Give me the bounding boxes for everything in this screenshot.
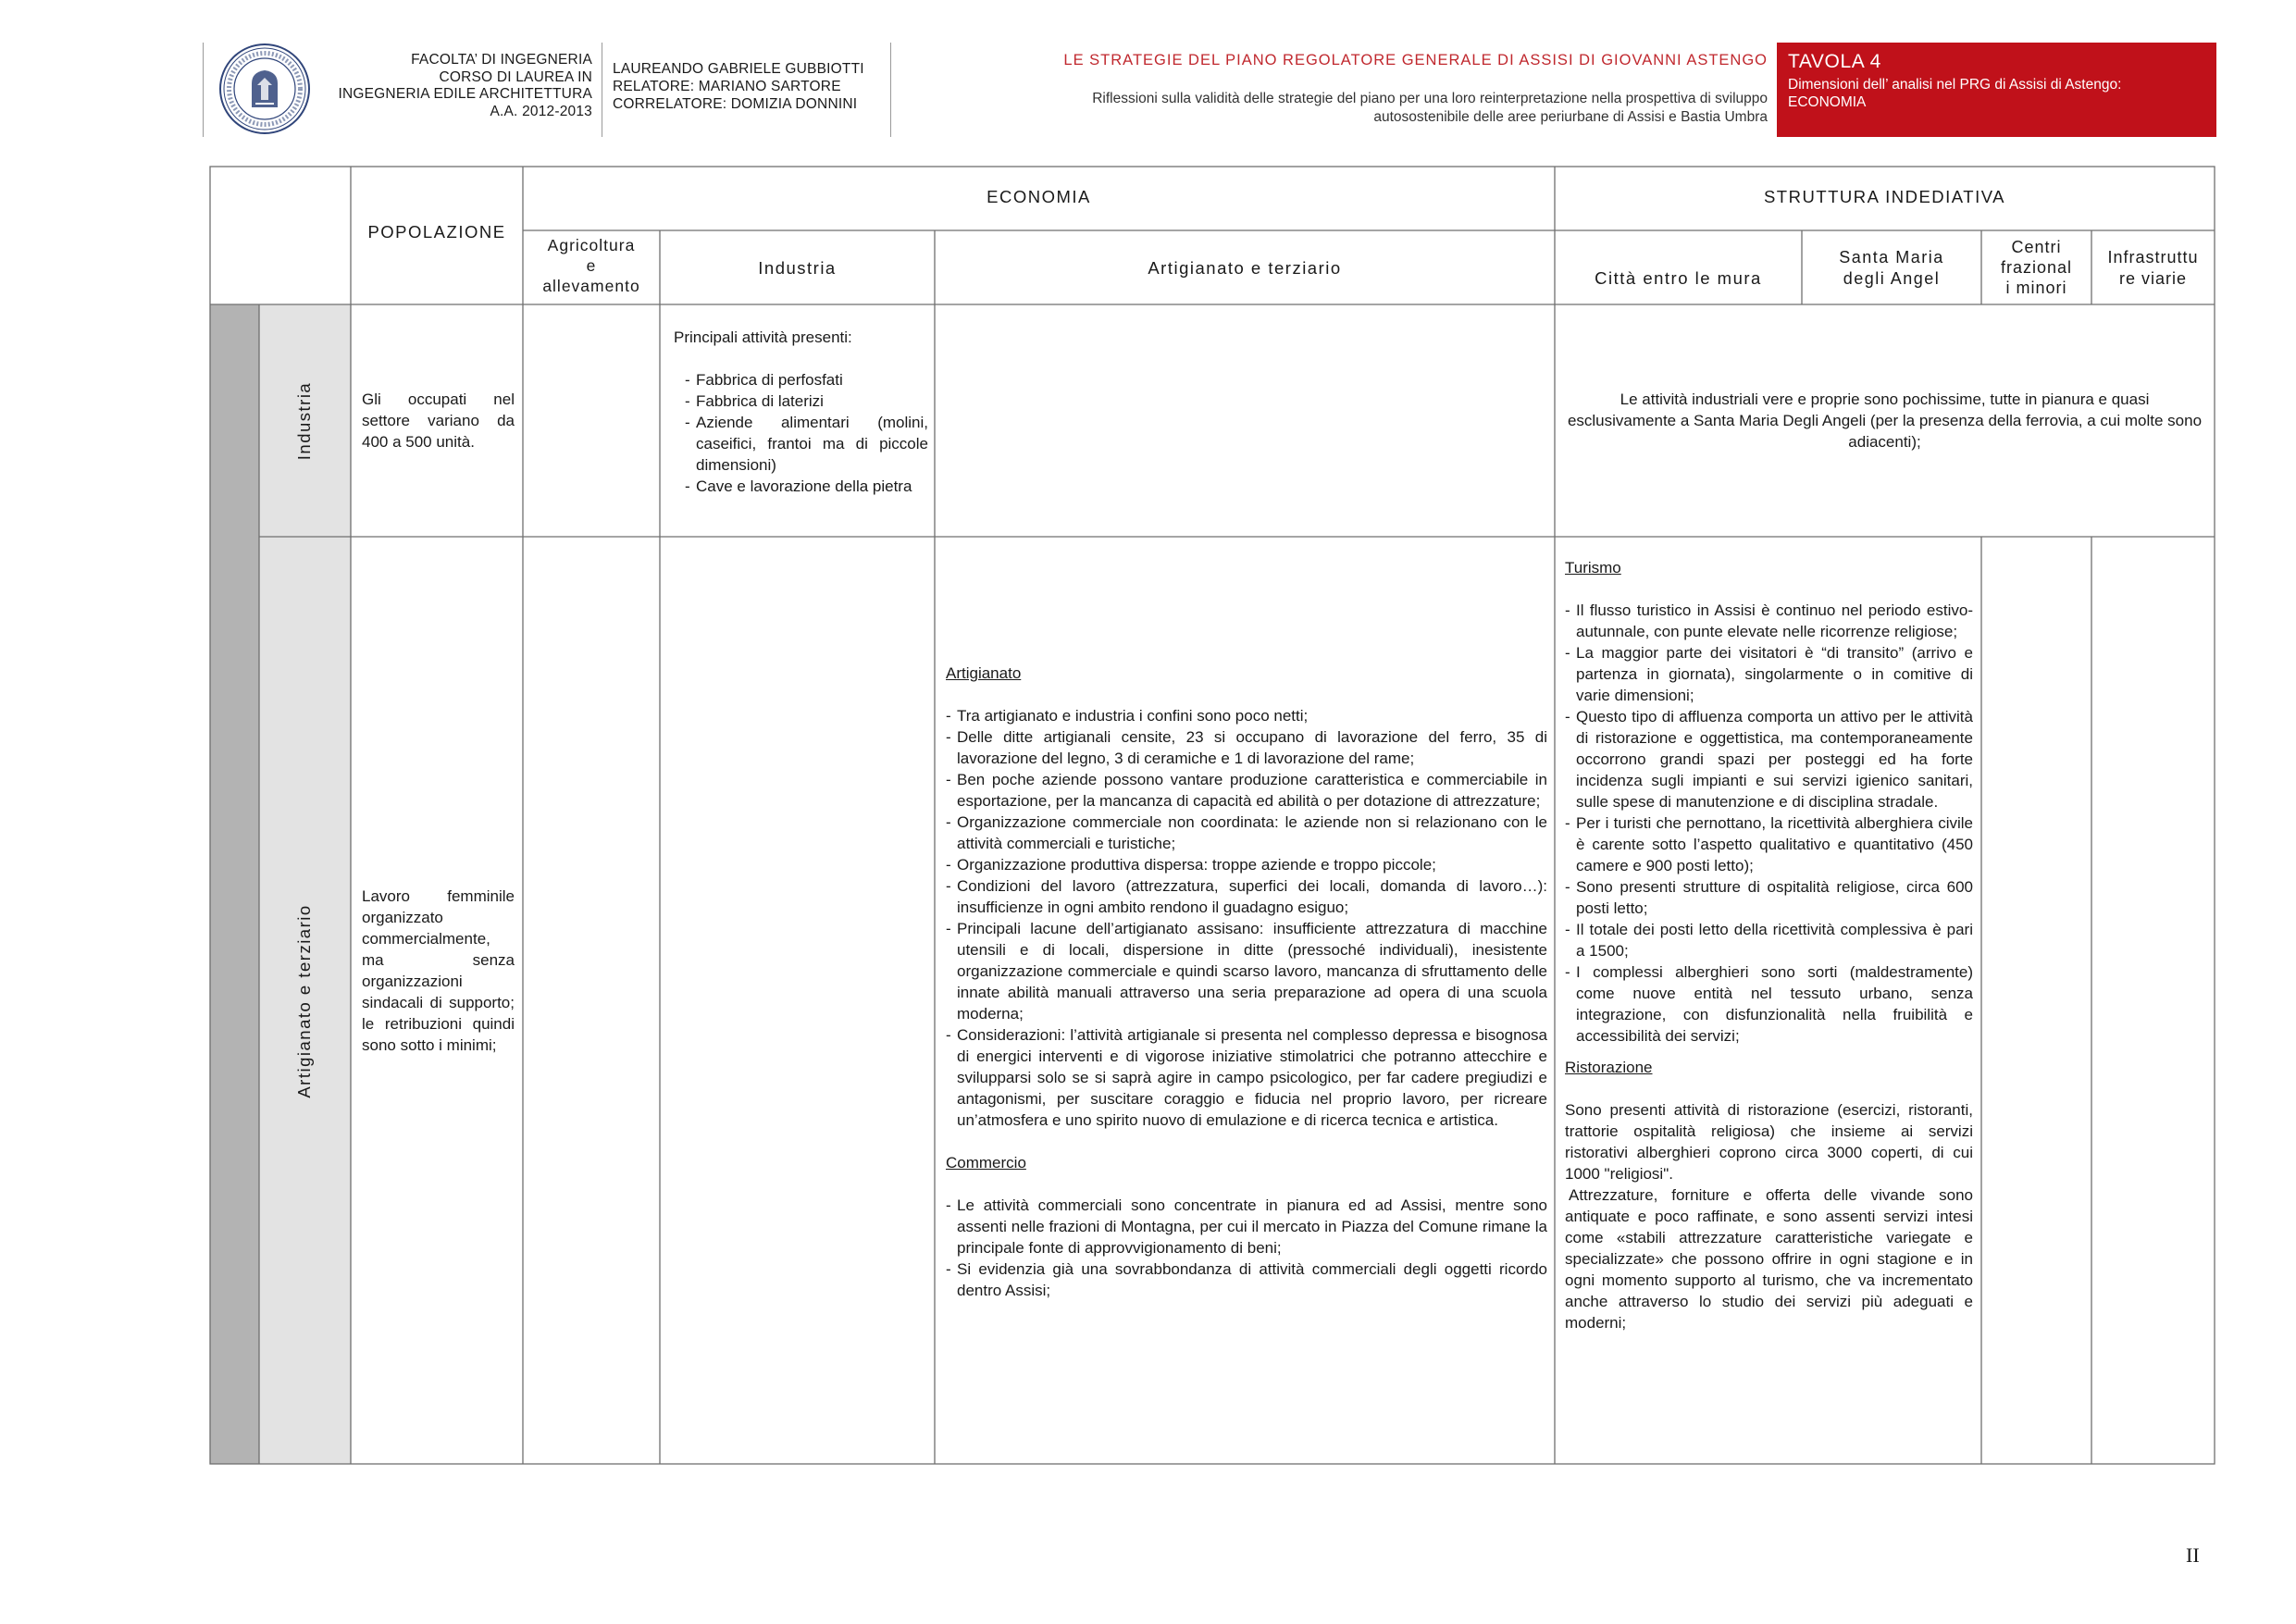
list-item: - Condizioni del lavoro (attrezzatura, superfici dei locali, domanda di lavoro…): insufficienze in ogni ambito rendono il guadagno esiguo; <box>946 875 1547 918</box>
industria-struttura-text: Le attività industriali vere e proprie sono pochissime, tutte in pianura e quasi esclusivamente a Santa Maria Degli Angeli (per la presenza della ferrovia, a cui molte sono adiacenti); <box>1567 391 2203 451</box>
list-item: - Organizzazione produttiva dispersa: troppe aziende e troppo piccole; <box>946 854 1547 875</box>
industria-popolazione-text: Gli occupati nel settore variano da 400 a 500 unità. <box>362 391 515 451</box>
header-citta-entro-le-mura: Città entro le mura <box>1595 268 1762 288</box>
header-struttura-indediativa: STRUTTURA INDEDIATIVA <box>1763 187 2006 206</box>
list-item: - Le attività commerciali sono concentrate in pianura ed ad Assisi, mentre sono assenti nelle frazioni di Montagna, per cui il mercato in Piazza del Comune rimane la principale fonte di approvvigionamento di beni; <box>946 1195 1547 1258</box>
faculty-line: INGEGNERIA EDILE ARCHITETTURA <box>338 86 592 102</box>
list-item: - Cave e lavorazione della pietra <box>685 476 928 497</box>
ristorazione-paragraph-2: Attrezzature, forniture e offerta delle vivande sono antiquate e poco raffinate, e sono assenti servizi intesi come «stabili attrezzature caratteristiche variegate e specializzate» che possono offrire in ogni stagione e in ogni momento supporto al turismo, che va incrementato anche attraverso lo studio dei servizi più adeguati e moderni; <box>1565 1186 1973 1332</box>
commercio-heading: Commercio <box>946 1154 1026 1172</box>
row-label-industria: Industria <box>294 381 314 461</box>
list-item: - Il flusso turistico in Assisi è continuo nel periodo estivo-autunnale, con punte elevate nelle ricorrenze religiose; <box>1565 600 1973 642</box>
header-santa-maria-line: degli Angel <box>1843 269 1941 288</box>
list-item: - Si evidenzia già una sovrabbondanza di attività commerciali degli oggetti ricordo dentro Assisi; <box>946 1258 1547 1301</box>
tavola-desc-line: ECONOMIA <box>1788 94 1867 110</box>
header-infrastrutture-viarie <box>2091 247 2215 290</box>
header-centri-line: frazional <box>2000 258 2073 277</box>
header-industria: Industria <box>758 258 837 278</box>
artigianato-heading: Artigianato <box>946 664 1022 682</box>
list-item: - Ben poche aziende possono vantare produzione caratteristica e commerciabile in esportazione, per la mancanza di capacità ed abilità o per dotazione di attrezzature; <box>946 769 1547 812</box>
list-item: - I complessi alberghieri sono sorti (maldestramente) come nuove entità nel tessuto urbano, senza integrazione, con disfunzionalità nella fruibilità e accessibilità dei servizi; <box>1565 961 1973 1047</box>
ristorazione-heading: Ristorazione <box>1565 1059 1653 1076</box>
project-title: LE STRATEGIE DEL PIANO REGOLATORE GENERALE DI ASSISI DI GIOVANNI ASTENGO <box>1063 52 1768 68</box>
list-item: - Fabbrica di laterizi <box>685 391 928 412</box>
header-santa-maria <box>1802 247 1981 290</box>
header-agricoltura-line: Agricoltura <box>547 236 636 254</box>
faculty-line: CORSO DI LAUREA IN <box>439 68 592 85</box>
header-centri-frazionali <box>1981 237 2091 298</box>
header-popolazione: POPOLAZIONE <box>367 222 506 242</box>
header-economia: ECONOMIA <box>987 187 1091 206</box>
list-item: - Aziende alimentari (molini, caseifici, frantoi ma di piccole dimensioni) <box>685 412 928 476</box>
list-item: - Sono presenti strutture di ospitalità religiose, circa 600 posti letto; <box>1565 876 1973 919</box>
project-subtitle-line: autosostenibile delle aree periurbane di Assisi e Bastia Umbra <box>1373 109 1768 125</box>
industria-intro: Principali attività presenti: <box>674 329 852 346</box>
list-item: - La maggior parte dei visitatori è “di transito” (arrivo e partenza in giornata), singolarmente o in comitive di varie dimensioni; <box>1565 642 1973 706</box>
tavola-title: TAVOLA 4 <box>1788 51 1881 72</box>
candidate-line: CORRELATORE: DOMIZIA DONNINI <box>613 96 858 112</box>
header-infrastrutture-line: Infrastruttu <box>2107 248 2199 267</box>
header-infrastrutture-line: re viarie <box>2118 269 2188 288</box>
industria-activities <box>674 327 928 497</box>
list-item: - Il totale dei posti letto della ricettività complessiva è pari a 1500; <box>1565 919 1973 961</box>
artigianato-commercio-content <box>946 663 1547 1301</box>
list-item: - Tra artigianato e industria i confini sono poco netti; <box>946 705 1547 726</box>
artigianato-popolazione-text: Lavoro femminile organizzato commercialmente, ma senza organizzazioni sindacali di supporto; le retribuzioni quindi sono sotto i minimi; <box>362 887 515 1054</box>
tavola-desc-line: Dimensioni dell’ analisi nel PRG di Assisi di Astengo: <box>1788 77 2122 93</box>
candidate-line: RELATORE: MARIANO SARTORE <box>613 79 841 94</box>
artigianato-list <box>946 705 1547 1131</box>
row-label-artigianato-terziario: Artigianato e terziario <box>294 904 314 1098</box>
header-centri-line: Centri <box>2011 238 2062 256</box>
turismo-heading: Turismo <box>1565 559 1621 576</box>
project-subtitle-line: Riflessioni sulla validità delle strategie del piano per una loro reinterpretazione nella prospettiva di sviluppo <box>1092 91 1768 106</box>
header-agricoltura <box>523 235 660 296</box>
header-agricoltura-line: allevamento <box>542 277 640 295</box>
header-santa-maria-line: Santa Maria <box>1839 248 1944 267</box>
list-item: - Per i turisti che pernottano, la ricettività alberghiera civile è carente sotto l’aspetto qualitativo e quantitativo (450 camere e 900 posti letto); <box>1565 812 1973 876</box>
page-number: II <box>2186 1543 2200 1567</box>
header-centri-line: i minori <box>2005 279 2067 297</box>
faculty-line: A.A. 2012-2013 <box>490 103 592 119</box>
header-agricoltura-line: e <box>586 256 597 275</box>
list-item: - Delle ditte artigianali censite, 23 si occupano di lavorazione del ferro, 35 di lavorazione del legno, 3 di ceramiche e 1 di lavorazione del rame; <box>946 726 1547 769</box>
commercio-list <box>946 1195 1547 1301</box>
turismo-ristorazione-content <box>1565 557 1973 1333</box>
list-item: - Questo tipo di affluenza comporta un attivo per le attività di ristorazione e oggettistica, ma contemporaneamente occorrono grandi spazi per posteggi ed ha forte incidenza sugli impianti e sui servizi igienico sanitari, sulle spese di manutenzione e di disciplina stradale. <box>1565 706 1973 812</box>
header-artigianato-terziario: Artigianato e terziario <box>1148 258 1342 278</box>
list-item: - Fabbrica di perfosfati <box>685 369 928 391</box>
ristorazione-paragraph-1: Sono presenti attività di ristorazione (esercizi, ristoranti, trattorie ospitalità religiosa) che insieme ai servizi ristorativi alberghieri coprono circa 3000 coperti, di cui 1000 "religiosi". <box>1565 1101 1973 1183</box>
candidate-line: LAUREANDO GABRIELE GUBBIOTTI <box>613 61 864 77</box>
list-item: - Considerazioni: l’attività artigianale si presenta nel complesso depressa e bisognosa di energici interventi e di vigorose iniziative stimolatrici che potranno attecchire e svilupparsi solo se si saprà agire in campo psicologico, per far cadere pregiudizi e antagonismi, per suscitare coraggio e fiducia nel proprio lavoro, per ricreare un’atmosfera e uno spirito nuovo di emulazione e di ricerca tecnica e artistica. <box>946 1024 1547 1131</box>
list-item: - Principali lacune dell’artigianato assisano: insufficiente attrezzatura di macchine utensili e di locali, dispersione in ditte (pressoché individuali), inesistente organizzazione commerciale e quindi scarso lavoro, mancanza di sfruttamento delle innate abilità manuali attraverso una seria preparazione ad opera di una scuola moderna; <box>946 918 1547 1024</box>
list-item: - Organizzazione commerciale non coordinata: le aziende non si relazionano con le attività commerciali e turistiche; <box>946 812 1547 854</box>
faculty-line: FACOLTA’ DI INGEGNERIA <box>411 52 592 68</box>
turismo-list <box>1565 600 1973 1047</box>
industria-activity-list <box>674 369 928 497</box>
